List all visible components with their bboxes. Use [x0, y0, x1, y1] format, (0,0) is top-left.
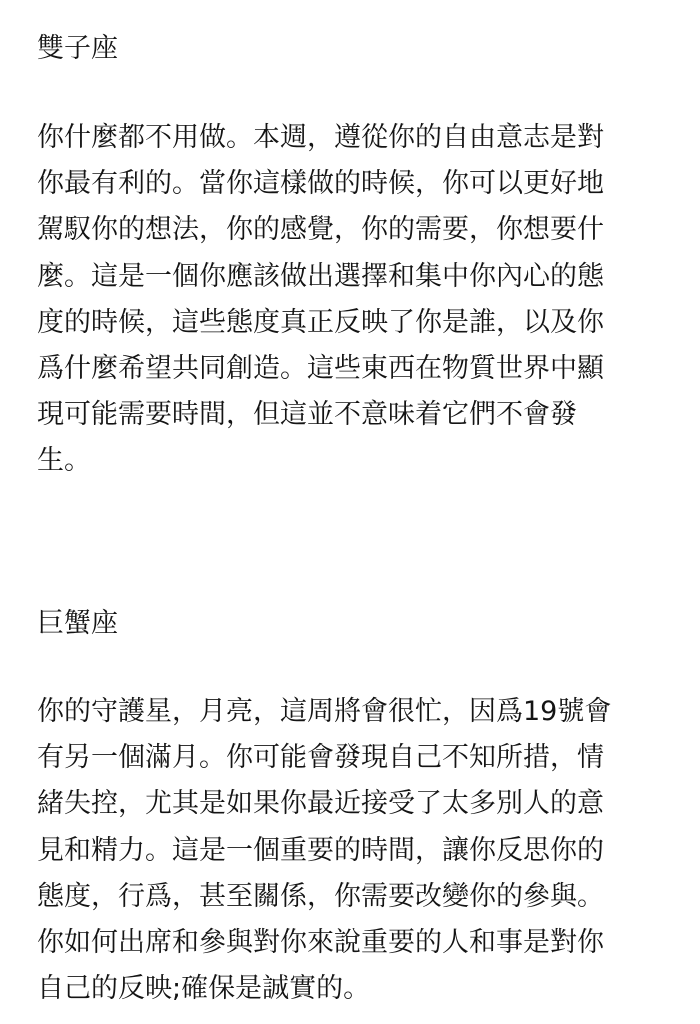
text-line: 態度，行爲，甚至關係，你需要改變你的參與。 — [37, 880, 604, 912]
text-line: 生。 — [37, 445, 91, 477]
text-line: 你如何出席和參與對你來說重要的人和事是對你 — [37, 927, 604, 959]
text-line: 自己的反映;確保是誠實的。 — [37, 973, 371, 1005]
section-body-gemini — [37, 115, 667, 485]
text-line: 爲什麼希望共同創造。這些東西在物質世界中顯 — [37, 353, 604, 385]
text-line: 駕馭你的想法，你的感覺，你的需要，你想要什 — [37, 214, 604, 246]
section-heading-gemini: 雙子座 — [37, 33, 118, 64]
text-line: 現可能需要時間，但這並不意味着它們不會發 — [37, 399, 577, 431]
text-line: 你最有利的。當你這樣做的時候，你可以更好地 — [37, 168, 604, 200]
text-line: 你的守護星，月亮，這周將會很忙，因爲19號會 — [37, 696, 612, 727]
text-line: 麼。這是一個你應該做出選擇和集中你內心的態 — [37, 260, 604, 292]
text-line: 度的時候，這些態度真正反映了你是誰，以及你 — [37, 306, 604, 338]
section-body-cancer — [37, 689, 667, 1012]
text-line: 你什麼都不用做。本週，遵從你的自由意志是對 — [37, 122, 604, 153]
text-line: 見和精力。這是一個重要的時間，讓你反思你的 — [37, 834, 604, 866]
text-line: 有另一個滿月。你可能會發現自己不知所措，情 — [37, 742, 604, 774]
section-heading-cancer: 巨蟹座 — [37, 608, 118, 639]
text-line: 緒失控，尤其是如果你最近接受了太多別人的意 — [37, 788, 604, 820]
